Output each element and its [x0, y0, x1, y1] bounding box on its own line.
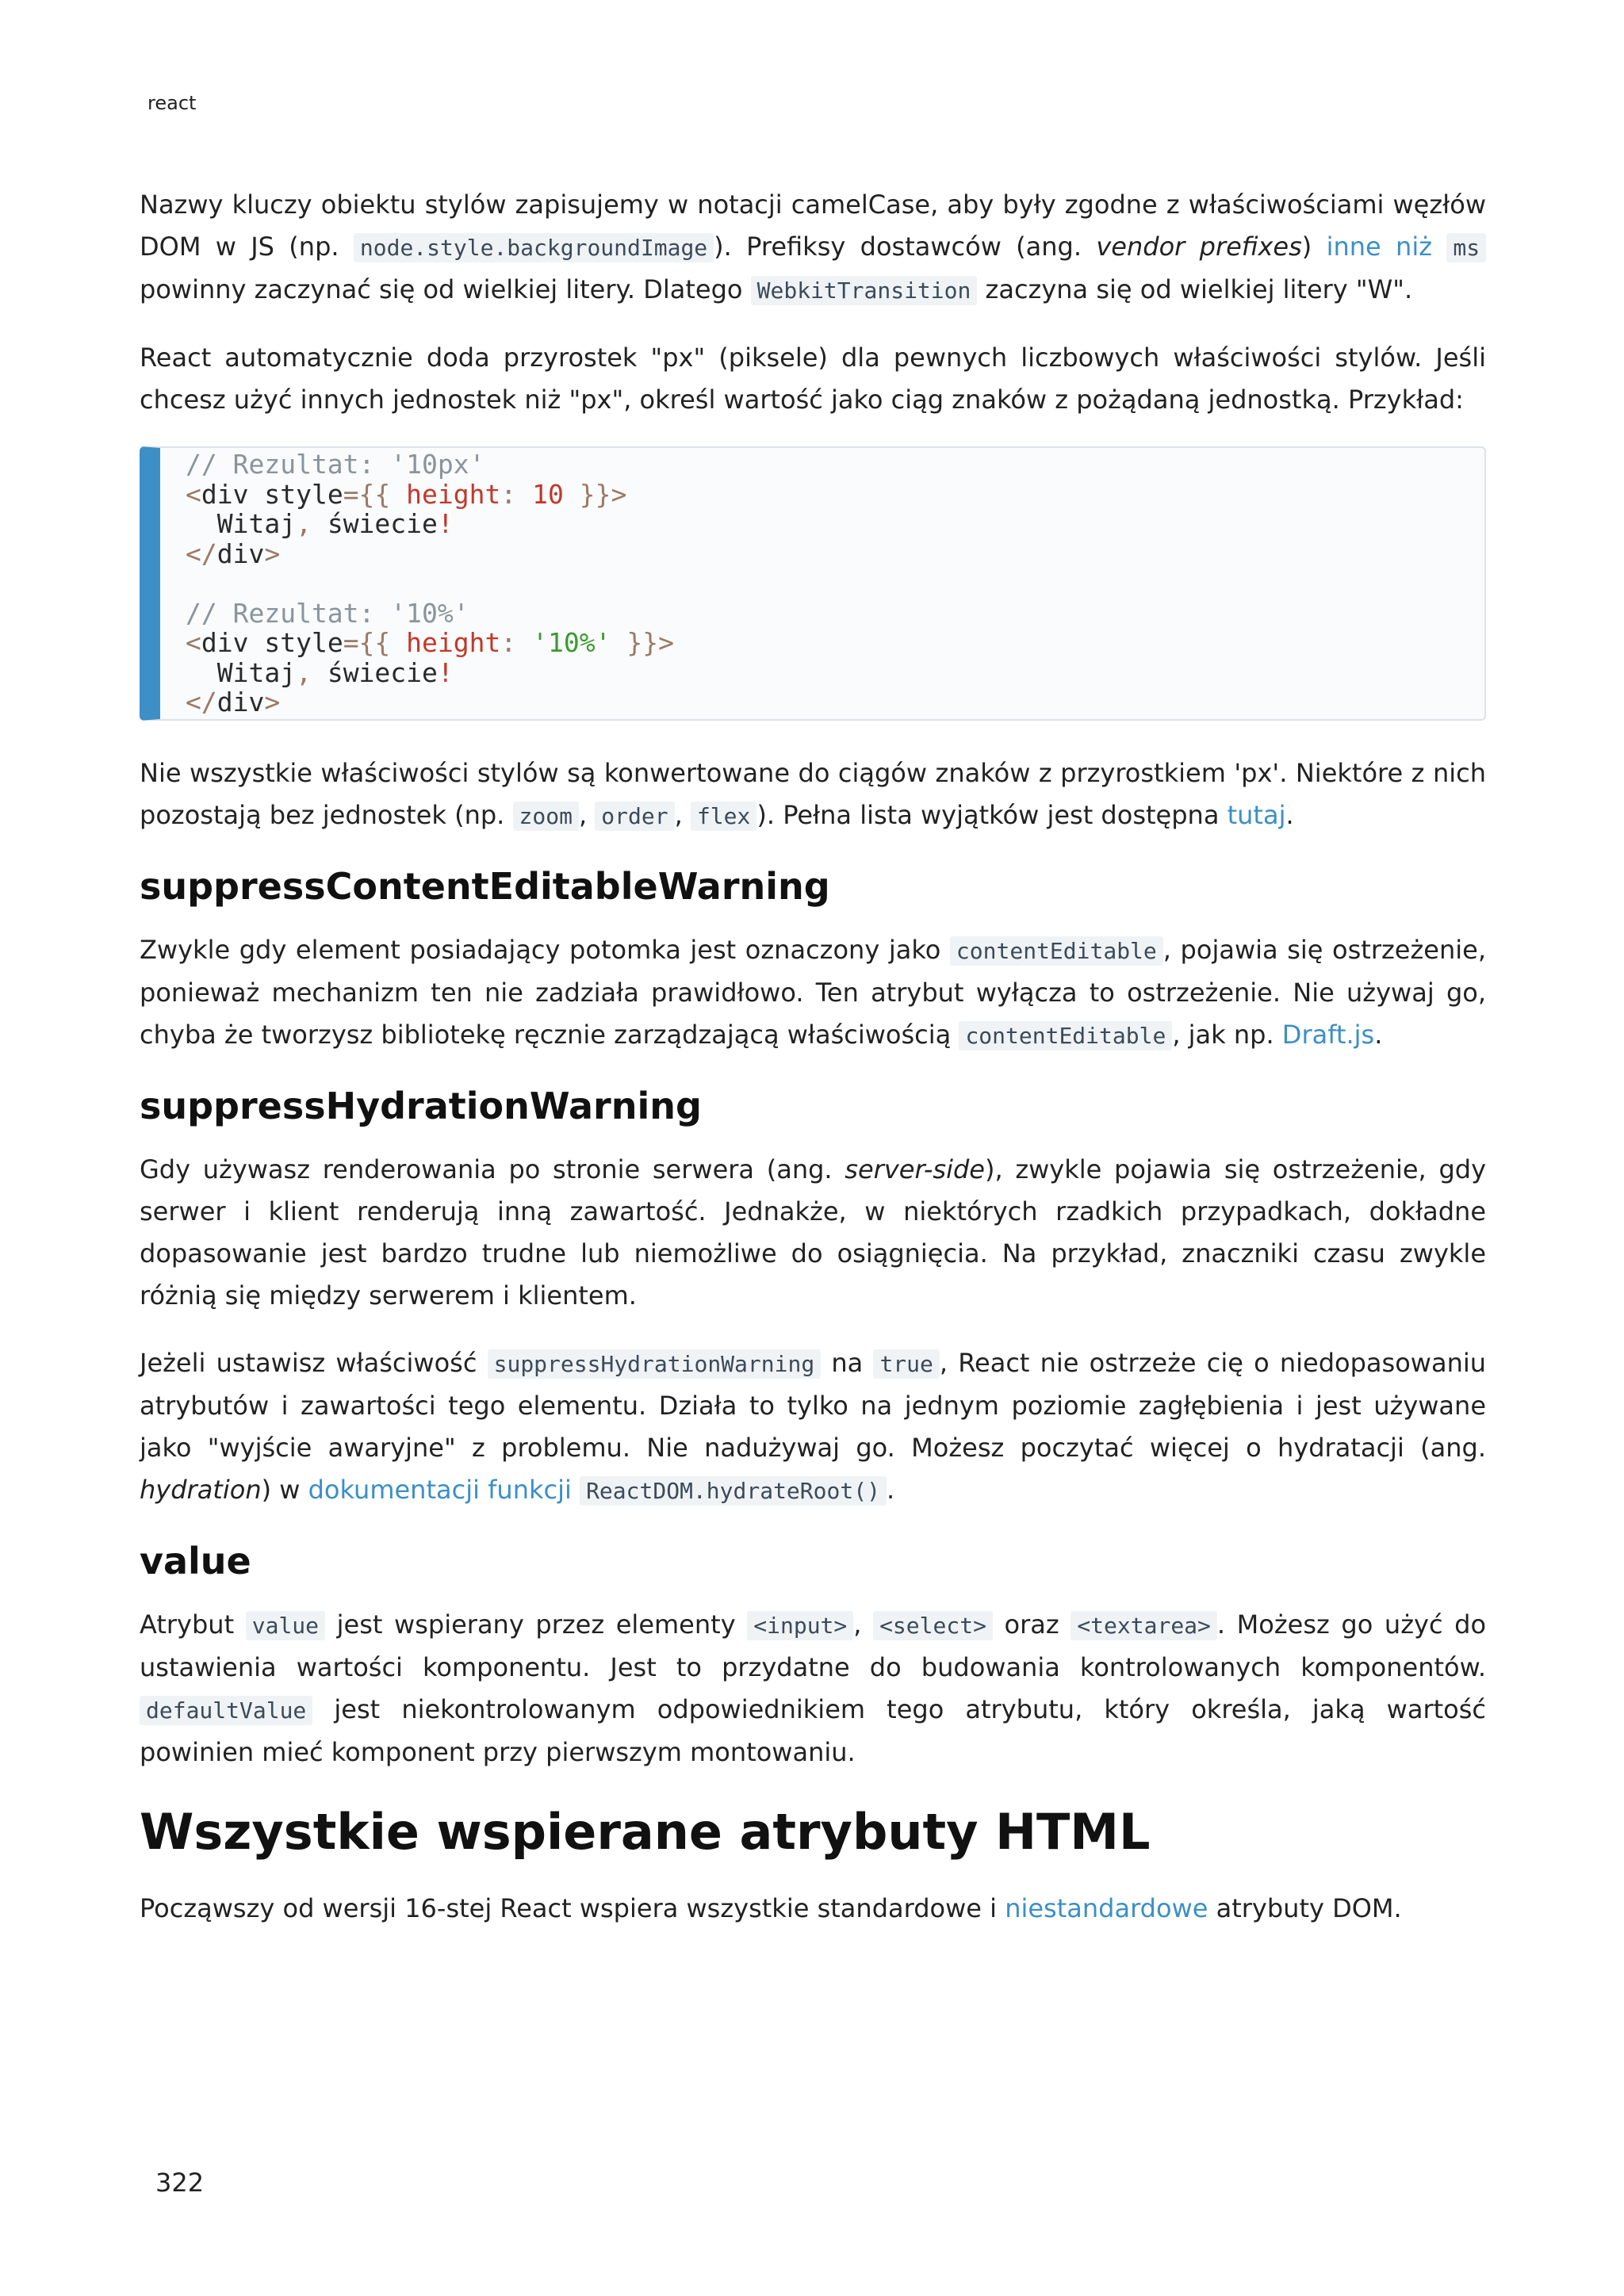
- code-block: [140, 446, 1486, 721]
- code-token: <: [186, 478, 201, 510]
- code-token: !: [437, 656, 454, 688]
- page-number: 322: [155, 2168, 205, 2198]
- link-tutaj[interactable]: tutaj: [1227, 799, 1286, 830]
- code-token: :: [500, 478, 533, 510]
- paragraph-px-suffix: React automatycznie doda przyrostek "px" (piksele) dla pewnych liczbowych właściwości stylów. Jeśli chcesz użyć innych jednostek niż "px", określ wartość jako ciąg znaków z pożądaną jednostką. Przykład:: [140, 342, 1486, 415]
- text: atrybuty DOM.: [1208, 1892, 1402, 1923]
- code-token: <: [186, 627, 201, 658]
- inline-code: ms: [1446, 233, 1486, 262]
- inline-code: contentEditable: [950, 936, 1163, 966]
- text: [572, 1475, 580, 1505]
- link-dokumentacji[interactable]: dokumentacji funkcji: [308, 1474, 572, 1505]
- inline-code: <input>: [747, 1611, 853, 1640]
- emphasis: vendor prefixes: [1096, 232, 1302, 262]
- code-token: Witaj: [186, 656, 297, 688]
- code-token: świecie: [311, 656, 438, 688]
- paragraph-content-editable: [140, 929, 1486, 1057]
- code-token: height: [406, 478, 501, 510]
- code-token: >: [264, 538, 281, 569]
- code-token: }}>: [563, 478, 627, 510]
- text: , pojawia się ostrzeżenie, ponieważ mechanizm ten nie zadziała prawidłowo. Ten atrybut wyłącza to ostrzeżenie. Nie używaj go, chyba że tworzysz bibliotekę ręcznie zarządzającą właściwością: [140, 934, 1486, 1050]
- code-token: !: [437, 508, 454, 539]
- link-draftjs[interactable]: Draft.js: [1281, 1019, 1375, 1050]
- code-token: :: [500, 627, 533, 658]
- text: Jeżeli ustawisz właściwość: [140, 1347, 488, 1378]
- text: [1432, 232, 1446, 262]
- text: Począwszy od wersji 16-stej React wspiera wszystkie standardowe i: [140, 1892, 1005, 1923]
- text: , jak np.: [1172, 1019, 1282, 1050]
- code-token: ,: [296, 656, 312, 688]
- text: powinny zaczynać się od wielkiej litery. Dlatego: [140, 274, 751, 304]
- text: .: [886, 1474, 895, 1505]
- paragraph-value: [140, 1604, 1486, 1774]
- link-inne-niz[interactable]: inne niż: [1326, 232, 1433, 262]
- code-token: świecie: [311, 508, 438, 539]
- code-token: </: [186, 687, 217, 718]
- code-token: ={{: [343, 627, 407, 658]
- code-token: div style: [201, 627, 343, 658]
- code-token: ={{: [343, 478, 407, 510]
- heading-suppress-content-editable: suppressContentEditableWarning: [140, 864, 830, 908]
- code-comment: // Rezultat: '10px': [186, 449, 485, 480]
- heading-value: value: [140, 1539, 251, 1582]
- code-token: '10%': [532, 627, 611, 658]
- code-token: >: [264, 687, 281, 718]
- text: Nazwy kluczy obiektu stylów zapisujemy w notacji camelCase, aby były zgodne z właściwościami węzłów DOM w JS (np.: [140, 189, 1486, 262]
- code-token: </: [186, 538, 217, 569]
- paragraph-all-attributes: [140, 1888, 1486, 1930]
- text: ), zwykle pojawia się ostrzeżenie, gdy serwer i klient renderują inną zawartość. Jednakże, w niektórych rzadkich przypadkach, dokładne dopasowanie jest bardzo trudne lub niemożliwe do osiągnięcia. Na przykład, znaczniki czasu zwykle różnią się między serwerem i klientem.: [140, 1154, 1487, 1311]
- inline-code: ReactDOM.hydrateRoot(): [580, 1476, 887, 1506]
- emphasis: hydration: [140, 1474, 262, 1505]
- inline-code: zoom: [513, 802, 579, 831]
- text: ) w: [261, 1474, 308, 1505]
- code-content: [186, 450, 1484, 718]
- text: Gdy używasz renderowania po stronie serwera (ang.: [140, 1154, 845, 1184]
- link-niestandardowe[interactable]: niestandardowe: [1005, 1892, 1208, 1923]
- inline-code: flex: [691, 802, 756, 831]
- paragraph-unitless: [140, 752, 1486, 837]
- code-token: }}>: [611, 627, 674, 658]
- inline-code: contentEditable: [959, 1021, 1172, 1050]
- text: oraz: [992, 1609, 1071, 1640]
- text: zaczyna się od wielkiej litery "W".: [977, 274, 1413, 304]
- code-comment: // Rezultat: '10%': [186, 597, 469, 629]
- inline-code: order: [595, 802, 674, 831]
- heading-suppress-hydration: suppressHydrationWarning: [140, 1084, 702, 1127]
- text: ,: [578, 799, 596, 830]
- text: .: [1374, 1019, 1383, 1050]
- running-header: react: [147, 92, 197, 114]
- inline-code: suppressHydrationWarning: [488, 1349, 822, 1379]
- inline-code: defaultValue: [140, 1696, 312, 1725]
- inline-code: <textarea>: [1071, 1611, 1217, 1640]
- code-token: 10: [532, 478, 564, 510]
- heading-all-attributes: Wszystkie wspierane atrybuty HTML: [140, 1802, 1151, 1861]
- inline-code: node.style.backgroundImage: [354, 233, 714, 262]
- text: ,: [853, 1609, 874, 1640]
- code-token: div: [216, 538, 265, 569]
- code-token: height: [406, 627, 501, 658]
- text: ). Prefiksy dostawców (ang.: [714, 232, 1097, 262]
- text: Nie wszystkie właściwości stylów są konwertowane do ciągów znaków z przyrostkiem 'px'. Niektóre z nich pozostają bez jednostek (np.: [140, 757, 1486, 830]
- inline-code: <select>: [873, 1611, 993, 1640]
- text: ): [1301, 232, 1327, 262]
- text: ). Pełna lista wyjątków jest dostępna: [756, 799, 1228, 830]
- text: Atrybut: [140, 1609, 246, 1640]
- emphasis: server-side: [845, 1154, 985, 1184]
- text: . Możesz go użyć do ustawienia wartości komponentu. Jest to przydatne do budowania kontrolowanych komponentów.: [140, 1609, 1487, 1682]
- code-token: ,: [296, 508, 312, 539]
- text: jest niekontrolowanym odpowiednikiem tego atrybutu, który określa, jaką wartość powinien mieć komponent przy pierwszym montowaniu.: [140, 1693, 1486, 1767]
- code-token: div: [216, 687, 265, 718]
- text: ,: [674, 799, 691, 830]
- code-token: div style: [201, 478, 343, 510]
- text: .: [1285, 799, 1294, 830]
- text: , React nie ostrzeże cię o niedopasowaniu atrybutów i zawartości tego elementu. Działa to tylko na jednym poziomie zagłębienia i jest używane jako "wyjście awaryjne" z problemu. Nie nadużywaj go. Możesz poczytać więcej o hydratacji (ang.: [140, 1347, 1487, 1463]
- paragraph-hydration-warning: [140, 1342, 1486, 1512]
- paragraph-server-side: [140, 1149, 1486, 1317]
- inline-code: value: [246, 1611, 325, 1640]
- inline-code: WebkitTransition: [751, 276, 978, 305]
- code-token: Witaj: [186, 508, 297, 539]
- text: jest wspierany przez elementy: [325, 1609, 748, 1640]
- text: Zwykle gdy element posiadający potomka jest oznaczony jako: [140, 934, 950, 965]
- document-body: [140, 184, 1486, 1955]
- inline-code: true: [873, 1349, 939, 1379]
- paragraph-camelcase: [140, 184, 1486, 312]
- text: na: [821, 1347, 874, 1378]
